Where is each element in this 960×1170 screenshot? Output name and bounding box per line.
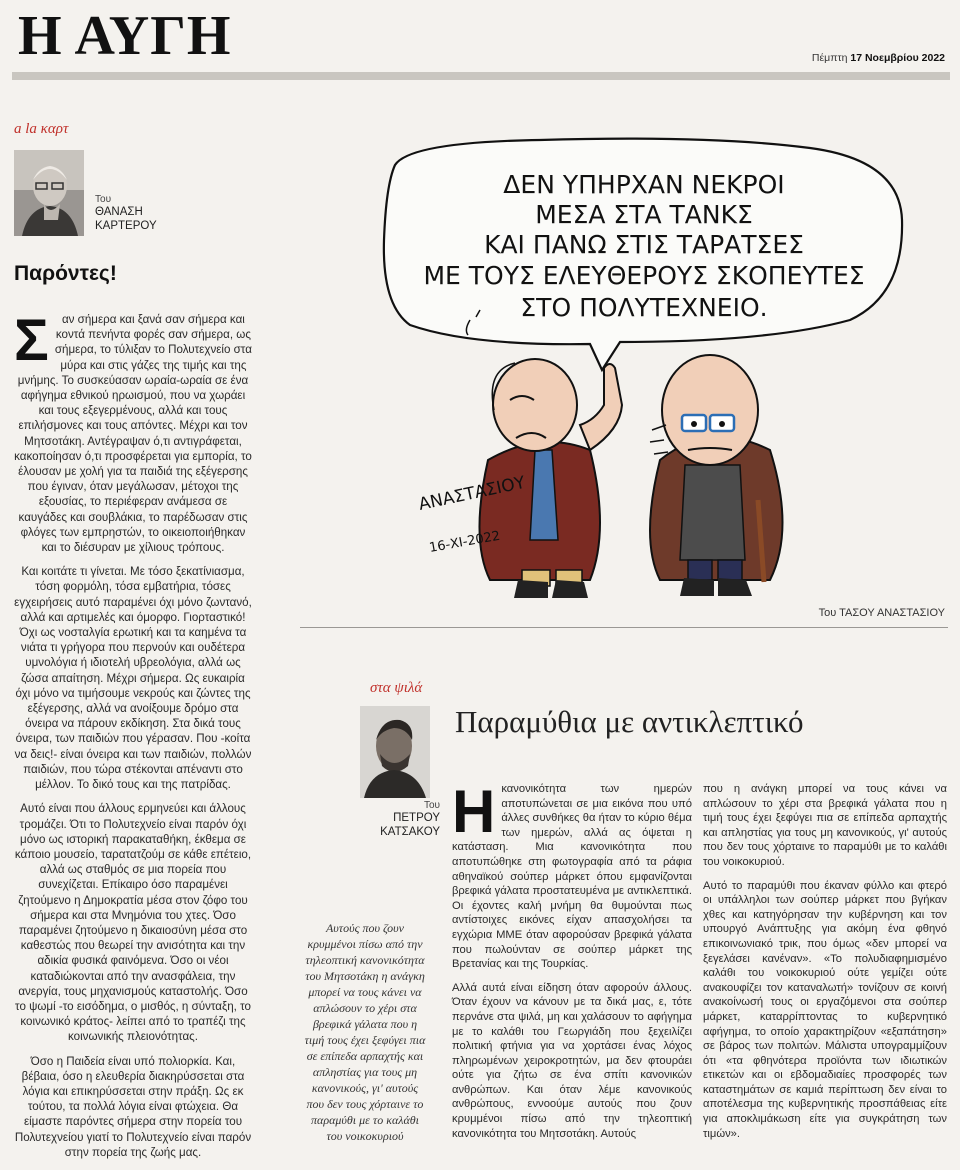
left-paragraph-4: Όσο η Παιδεία είναι υπό πολιορκία. Και, βέβαια, όσο η ελευθερία διακηρύσσεται στα λόγια και επικηρύσσεται στην πράξη. Ως εκ τούτου, τα πολλά λόγια είναι φτώχεια. Θα είμαστε παρόντες σήμερα στην πορεία του Πολυτεχνείου γιατί το Πολυτεχνείο είναι παρόν στην πορεία της ζωής μας. (14, 1054, 252, 1159)
right-col1-paragraph-1: κανονικότητα των ημερών αποτυπώνεται σε μια εικόνα που υπό άλλες συνθήκες θα ήταν το κύριο θέμα των ημερών, αλλά ας όψεται η κατάσταση. Μια κανονικότητα που αποτυπώθηκε στη φωτογραφία από τα ράφια αθηναϊκού σούπερ μάρκετ όπου εμφανίζονται βρεφικά γάλατα προστατευμένα με αντικλεπτικά. Οι έχοντες καλή μνήμη θα θυμούνται πως αντίστοιχες εικόνες είχαν απασχολήσει τα εγχώρια ΜΜΕ όταν αφορούσαν βρεφικά γάλατα που πωλούνταν σε σούπερ μάρκετ της Βρετανίας και της Τουρκίας. (452, 783, 692, 971)
left-article-headline: Παρόντες! (14, 262, 117, 285)
cartoon-credit (819, 607, 945, 619)
pull-quote-line: παραμύθι με το καλάθι (311, 1113, 419, 1127)
byline-name-left-2: ΚΑΡΤΕΡΟΥ (95, 220, 157, 232)
pull-quote-line: του Μητσοτάκη η ανάγκη (305, 969, 425, 983)
left-article-body (14, 308, 252, 1169)
author-photo-kartero (14, 150, 84, 236)
column-kicker-left: a la καρτ (14, 121, 69, 137)
pull-quote-line: βρεφικά γάλατα που η (312, 1017, 418, 1031)
cartoon-man-right (650, 355, 783, 596)
byline-name-right-2: ΚΑΤΣΑΚΟΥ (380, 826, 440, 838)
pull-quote (290, 920, 440, 1144)
pull-quote-line: του νοικοκυριού (326, 1129, 404, 1143)
drop-cap-right: Η (452, 778, 496, 845)
newspaper-masthead: Η ΑΥΓΗ (18, 5, 232, 67)
left-paragraph-3: Αυτό είναι που άλλους ερμηνεύει και άλλους τρομάζει. Ότι το Πολυτεχνείο είναι παρόν όχι μόνο ως ιστορική παρακαταθήκη, έκθεμα σε κάποιο μουσείο, ταρατατζούμ σε κάθε επέτειο, αλλά ως σταθμός σε μια πορεία που συνεχίζεται. Επίκαιρο όσο παραμένει ζητούμενο η Δημοκρατία μέσα στον ζόφο του σήμερα και στα Μνημόνια του χτες. Όσο παραμένει ζητούμενο η δικαιοσύνη μέσα στο καθεστώς που θεωρεί την ανισότητα και την αδικία φυσικά φαινόμενα. Όσο οι νέοι καταδιώκονται από την ανασφάλεια, την ανεργία, τους μηχανισμούς καταστολής. Όσο το ψωμί -το εισόδημα, ο μισθός, η σύνταξη, το κοινωνικό κράτος- λείπει από το τραπέζι της κοινωνικής πλειονότητας. (14, 802, 252, 1044)
cartoon-credit-name: ΤΑΣΟΥ ΑΝΑΣΤΑΣΙΟΥ (839, 607, 945, 619)
pull-quote-line: κρυμμένοι πίσω από την (307, 937, 423, 951)
issue-date (812, 52, 945, 64)
byline-prefix-left: Του (95, 194, 112, 205)
pull-quote-line: απλώσουν το χέρι στα (313, 1001, 417, 1015)
issue-date-text: 17 Νοεμβρίου 2022 (850, 52, 945, 64)
speech-line-5: ΣΤΟ ΠΟΛΥΤΕΧΝΕΙΟ. (520, 293, 768, 322)
speech-line-1: ΔΕΝ ΥΠΗΡΧΑΝ ΝΕΚΡΟΙ (503, 170, 785, 199)
pull-quote-line: μπορεί να τους κάνει να (308, 985, 422, 999)
political-cartoon (290, 120, 950, 600)
right-article-column-2 (703, 782, 947, 1150)
right-article-headline: Παραμύθια με αντικλεπτικό (455, 704, 804, 739)
right-col2-paragraph-2: Αυτό το παραμύθι που έκαναν φύλλο και φτερό οι υπάλληλοι των σούπερ μάρκετ που βγήκαν χθες και κατηγόρησαν την κυβέρνηση και τον υπουργό Ανάπτυξης για ακόμη ένα φθηνό επικοινωνιακό τρικ, που όμως «δεν μπορεί να ξεγελάσει κανέναν». «Το πολυδιαφημισμένο καλάθι του νοικοκυριού ούτε γεμίζει ούτε ανακουφίζει τον καταναλωτή» τονίζουν σε κοινή ανακοίνωσή τους οι εργαζόμενοι στα σούπερ μάρκετ, καταρρίπτοντας το κυβερνητικό αφήγημα, το οποίο χαρακτηρίζουν «εξαπάτηση» σε βάρος των πολιτών. Μάλιστα υπογραμμίζουν ότι «τα φθηνότερα προϊόντα των ιδιωτικών ετικετών και οι εβδομαδιαίες προσφορές των καταστημάτων σε καμιά περίπτωση δεν είναι το αποτέλεσμα της κυβερνητικής προσπάθειας είτε για αποκλιμάκωση είτε για συγκράτηση των τιμών». (703, 879, 947, 1140)
left-paragraph-1: αν σήμερα και ξανά σαν σήμερα και κοντά πενήντα φορές σαν σήμερα, ως σήμερα, το τύλιξαν το Πολυτεχνείο στα μύρα και στις γάζες της τιμής και της μνήμης. Το συσκεύασαν ωραία-ωραία σε ένα αφήγημα εθνικού ηρωισμού, που να χωράει και τους εξεγερμένους, αλλά και τους επιλήσμονες και τους απόντες. Μέχρι και τον Μητσοτάκη. Αντέγραψαν ό,τι αντιγράφεται, κακοποίησαν ό,τι προσφέρεται για εμπορία, το έλουσαν με χολή για τα παιδιά της εξέγερσης που έγιναν, όταν μεγάλωσαν, μέτοχοι της εξουσίας, το περιέφεραν ανάμεσα σε καυγάδες και σουβλάκια, το παρέδωσαν στις φλόγες των εμπρηστών, το οικειοποιήθηκαν και το διέσυραν με χίλιους τρόπους. (14, 313, 252, 555)
byline-prefix-right: Του (423, 800, 440, 811)
byline-name-left-1: ΘΑΝΑΣΗ (95, 206, 143, 218)
right-col1-paragraph-2: Αλλά αυτά είναι είδηση όταν αφορούν άλλους. Όταν έχουν να κάνουν με τα δικά μας, ε, τότε περνάνε στα ψιλά, μη και χαλάσουν το αφήγημα με το καλάθι του Γεωργιάδη που ξεχειλίζει πολιτική φτήνια για να χορτάσει ένας λόχος πληρωμένων χειροκροτητών, μα δεν φτουράει ούτε για ζήτω σε ένα σπίτι κανονικών ανθρώπων. Και όταν λέμε κανονικούς ανθρώπους, εννοούμε αυτούς που ζουν κρυμμένοι πίσω από την τηλεοπτική κανονικότητα του Μητσοτάκη. Αυτούς (452, 981, 692, 1140)
pull-quote-line: τηλεοπτική κανονικότητα (305, 953, 425, 967)
left-paragraph-2: Και κοιτάτε τι γίνεται. Με τόσο ξεκατίνιασμα, τόση φορμόλη, τόσα εμβατήρια, τόσες εγχειρήσεις αυτό παραμένει όχι μόνο ζωντανό, αλλά και αρτιμελές και όμορφο. Γιορταστικό! Όχι ως νοσταλγία ερωτική και τα καημένα τα νιάτα τι γρήγορα που περνούν και ουδέτερα υμνολόγια ή ιδιοτελή υβρεολόγια, αλλά ως ζώσα απαίτηση. Μέχρι σήμερα. Ως ευκαιρία όχι μόνο να τιμήσουμε νεκρούς και ζώντες της εξέγερσης, αλλά να ανοίξουμε δρόμο στα όνειρα να πάρουν εκδίκηση. Στα δικά τους όνειρα, των παιδιών που γέρασαν. Που -κοίτα να δεις!- είναι όνειρα και των παιδιών, πολλών παιδιών, που τώρα στέκονται απέναντι στο μέλλον. Το δικό τους και της πατρίδας. (14, 565, 252, 792)
pull-quote-line: απληστίας για τους μη (312, 1065, 418, 1079)
masthead-rule (12, 72, 950, 80)
byline-name-right-1: ΠΕΤΡΟΥ (393, 812, 440, 824)
pull-quote-line: σε επίπεδα αρπαχτής και (306, 1049, 424, 1063)
issue-day: Πέμπτη (811, 52, 848, 64)
cartoonist-signature: ΑΝΑΣΤΑΣΙΟΥ (416, 472, 527, 515)
drop-cap-left: Σ (14, 308, 49, 373)
cartoon-credit-prefix: Του (818, 607, 837, 619)
right-col2-paragraph-1: που η ανάγκη μπορεί να τους κάνει να απλώσουν το χέρι στα βρεφικά γάλατα που η τιμή τους έχει ξεφύγει πια σε επίπεδα αρπαχτής και απληστίας για τους μη κανονικούς, γι' αυτούς που δεν τους χόρταινε το παραμύθι με το καλάθι του νοικοκυριού. (703, 783, 947, 868)
pull-quote-line: Αυτούς που ζουν (325, 921, 405, 935)
pull-quote-line: τιμή τους έχει ξεφύγει πια (304, 1033, 426, 1047)
speech-line-3: ΚΑΙ ΠΑΝΩ ΣΤΙΣ ΤΑΡΑΤΣΕΣ (484, 230, 804, 259)
right-article-column-1 (452, 778, 692, 1150)
cartoon-signature-date: 16-ΧΙ-2022 (428, 528, 502, 556)
author-photo-katsakou (360, 706, 430, 798)
pull-quote-line: που δεν τους χόρταινε το (306, 1097, 424, 1111)
pull-quote-line: κανονικούς, γι' αυτούς (311, 1081, 419, 1095)
speech-line-2: ΜΕΣΑ ΣΤΑ ΤΑΝΚΣ (535, 200, 753, 229)
speech-line-4: ΜΕ ΤΟΥΣ ΕΛΕΥΘΕΡΟΥΣ ΣΚΟΠΕΥΤΕΣ (423, 261, 865, 290)
column-kicker-right: στα ψιλά (370, 680, 423, 696)
section-divider (300, 627, 948, 628)
